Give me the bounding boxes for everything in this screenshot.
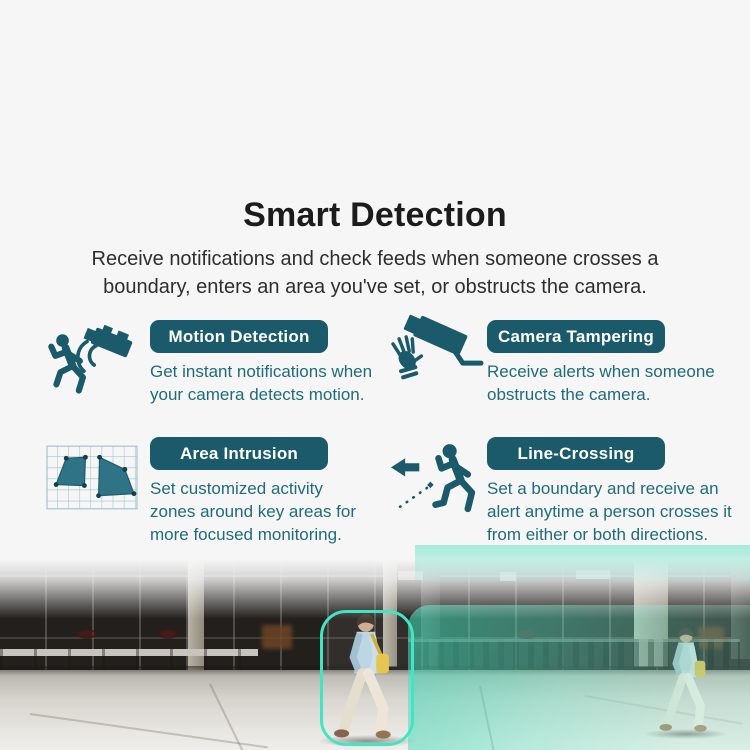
line-crossing-description: Set a boundary and receive an alert anytime a person crosses it from either or both directions. [487,479,732,544]
motion-detection-description: Get instant notifications when your camera detects motion. [150,362,373,404]
subtitle-line-2: boundary, enters an area you've set, or obstructs the camera. [103,276,647,298]
window-reflection [262,625,292,649]
cafe-sign [77,629,97,639]
surveillance-photo [0,545,750,750]
area-intrusion-badge: Area Intrusion [150,437,328,470]
person-crossing-boundary-icon [390,440,486,523]
feature-area-intrusion [150,437,400,546]
detection-zone-top-edge [415,545,750,587]
camera-tampering-description: Receive alerts when someone obstructs the camera. [487,362,715,404]
running-person-motion-waves-icon [36,320,138,406]
hand-covering-camera-icon [390,312,486,384]
detection-zone-overlay [408,605,750,750]
feature-camera-tampering [487,320,737,406]
line-crossing-badge: Line-Crossing [487,437,665,470]
feature-line-crossing [487,437,743,546]
page-subtitle [0,245,750,301]
camera-tampering-badge: Camera Tampering [487,320,665,353]
subtitle-line-1: Receive notifications and check feeds when someone crosses a [91,248,659,270]
motion-detection-badge: Motion Detection [150,320,328,353]
feature-motion-detection [150,320,400,406]
detection-highlight-box [320,610,414,746]
area-intrusion-description: Set customized activity zones around key areas for more focused monitoring. [150,479,357,544]
grid-activity-zones-icon [46,445,139,514]
page-title: Smart Detection [243,196,507,234]
